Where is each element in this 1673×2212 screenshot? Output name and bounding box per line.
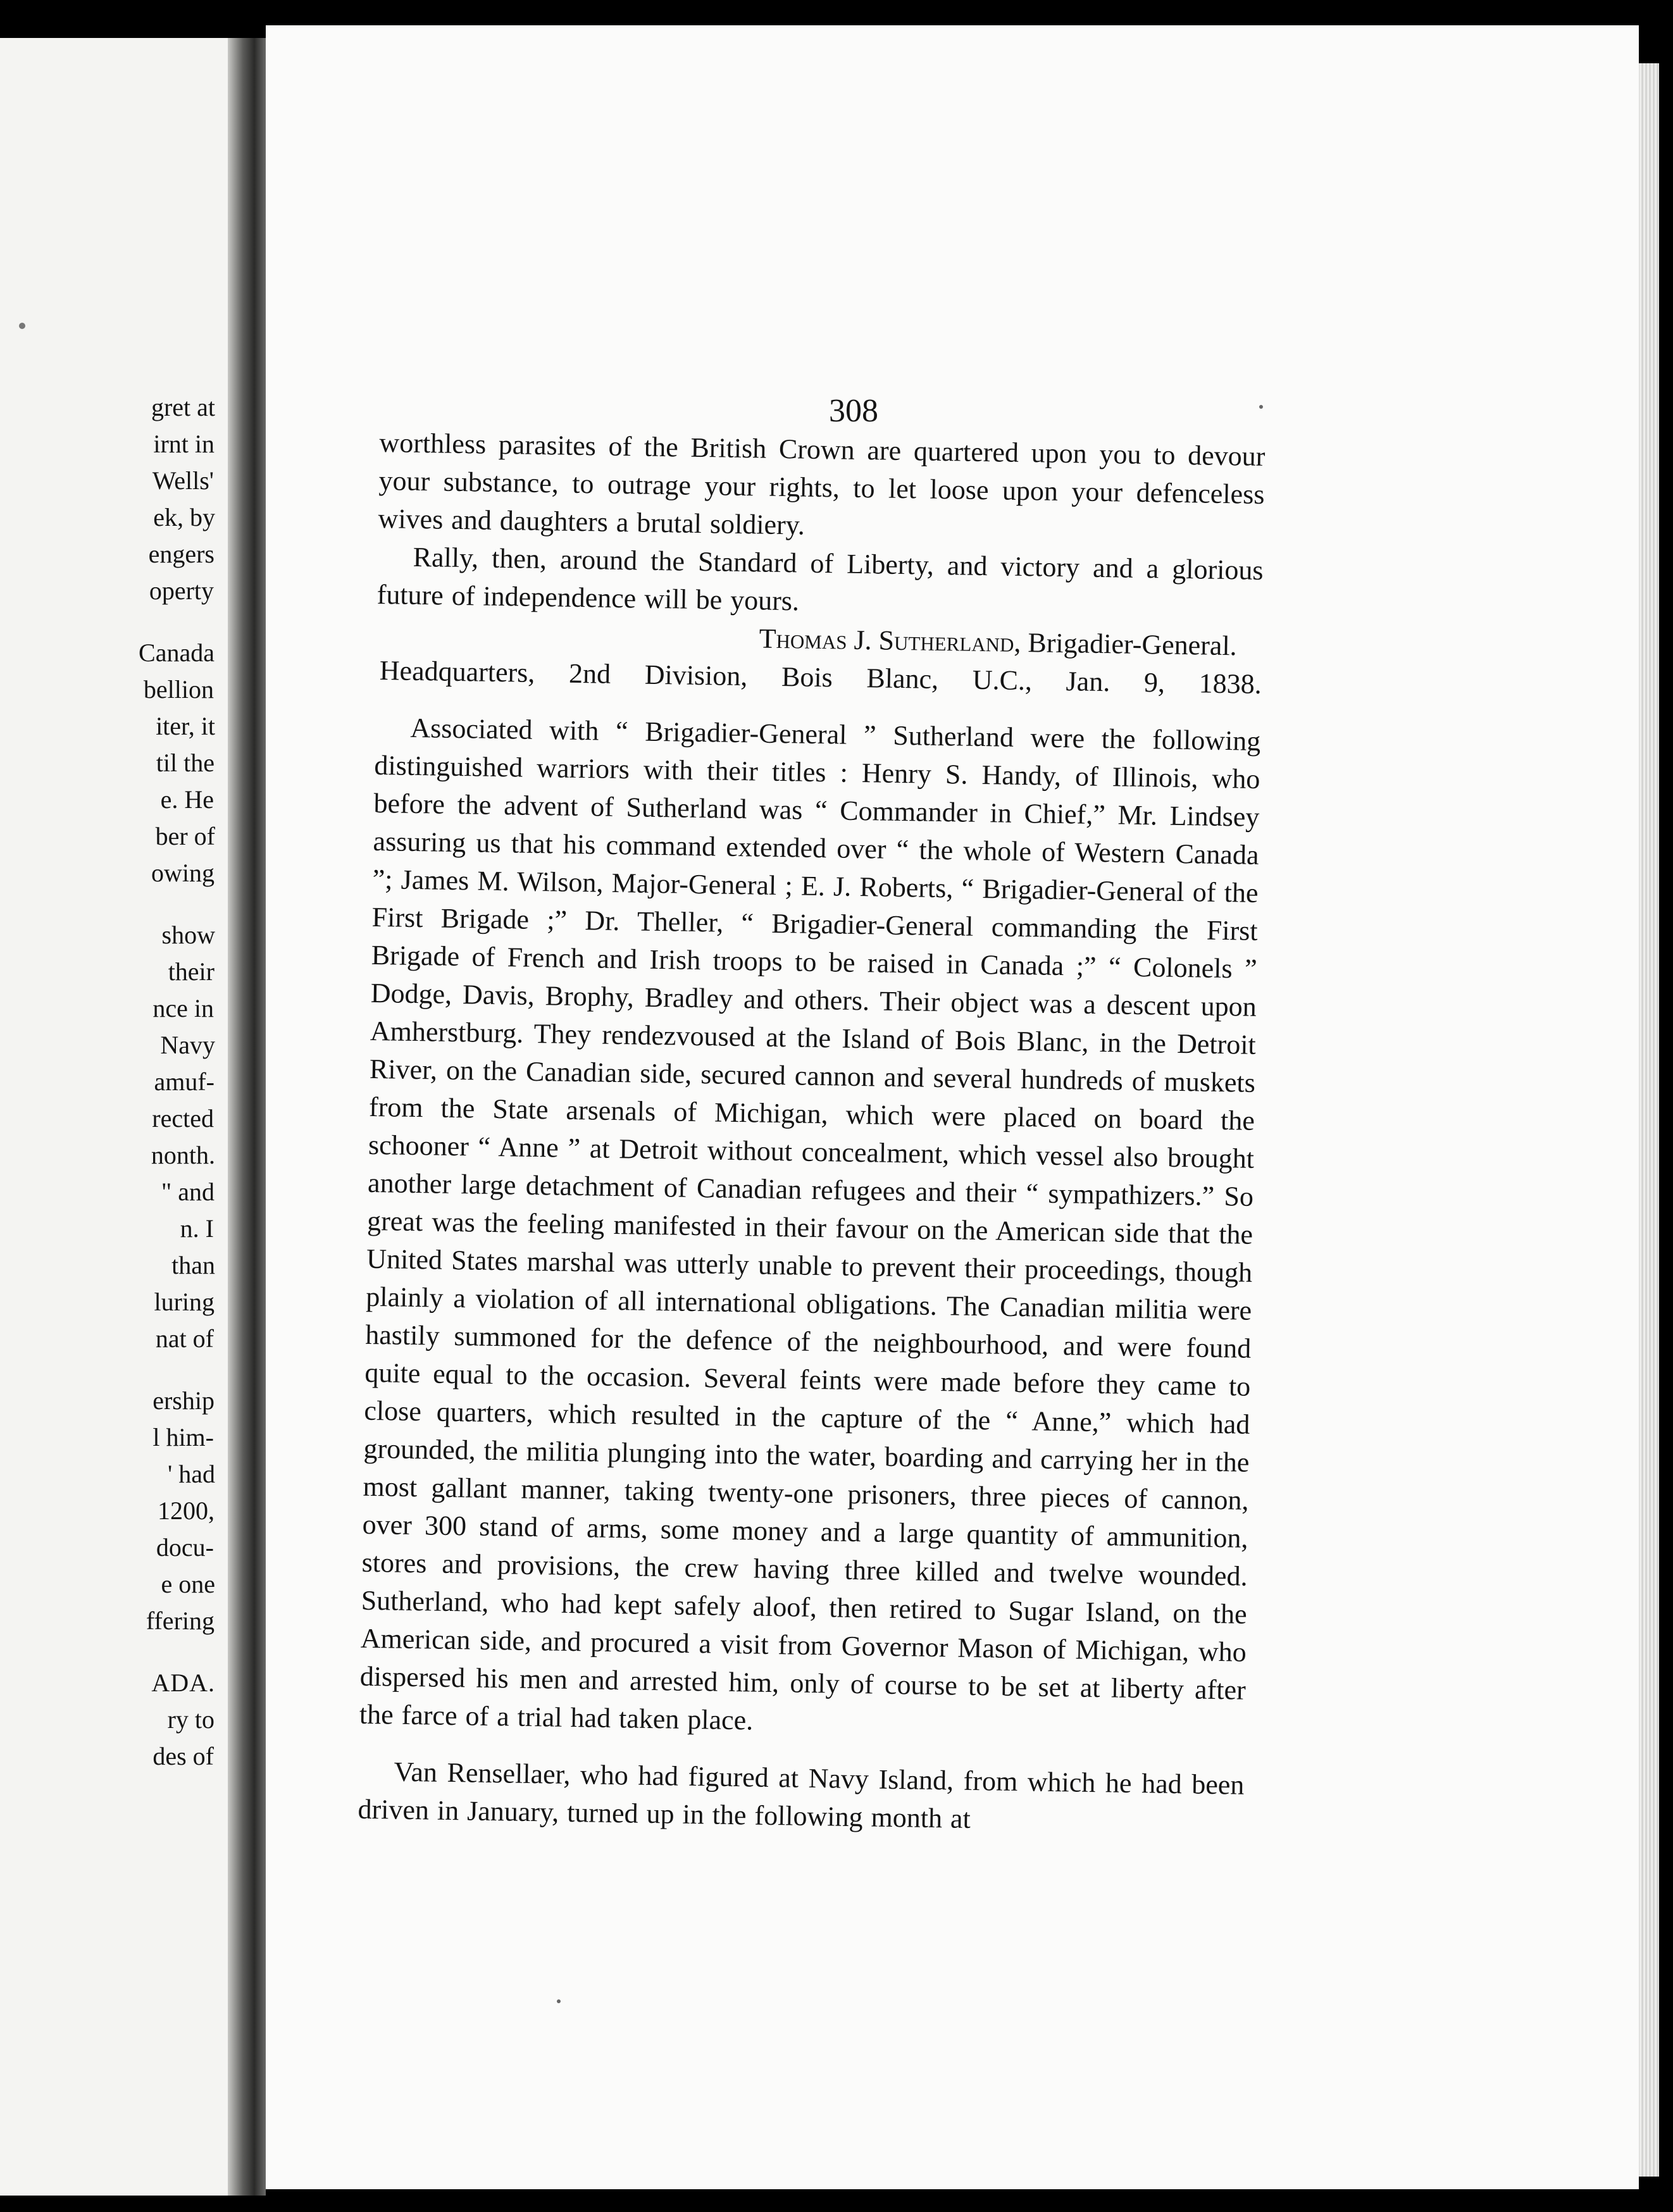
left-page-line: des of	[152, 1742, 214, 1770]
left-page-line: Navy	[160, 1031, 215, 1059]
left-page-line: " and	[161, 1177, 215, 1206]
scan-speck	[557, 1999, 561, 2003]
left-page-line: irnt in	[153, 430, 215, 458]
left-page-line: owing	[151, 859, 215, 887]
left-page-line: rected	[152, 1104, 214, 1133]
rally-paragraph: Rally, then, around the Standard of Liberty, and victory and a glorious future of independence will be yours.	[376, 541, 1264, 617]
left-page-line: Wells'	[152, 466, 214, 495]
left-page-line: nonth.	[151, 1141, 215, 1169]
left-page-line: ek, by	[153, 503, 215, 531]
left-page-line: n. I	[180, 1214, 214, 1243]
left-page-line: show	[161, 921, 215, 949]
signature-name: Thomas J. Sutherland	[759, 623, 1014, 658]
continuation-paragraph: worthless parasites of the British Crown are quartered upon you to devour your substance, to outrage your rights, to let loose upon your defenceless wives and daughters a brutal soldiery.	[378, 426, 1266, 541]
left-page-line: ber of	[155, 822, 215, 850]
left-page-line: ffering	[146, 1606, 215, 1635]
left-page-speck	[19, 323, 25, 329]
left-page-line: nce in	[152, 994, 214, 1022]
left-page-line: bellion	[143, 675, 214, 704]
left-page-line: til the	[156, 749, 215, 777]
left-page-line: ' had	[168, 1460, 215, 1488]
left-page-line: iter, it	[156, 712, 215, 740]
left-page-line: operty	[149, 576, 214, 605]
left-page-line: ership	[152, 1386, 215, 1415]
left-page-line: docu-	[156, 1533, 214, 1562]
left-page-line: nat of	[155, 1324, 214, 1353]
left-page-line: luring	[154, 1288, 215, 1316]
signature-title: , Brigadier-General.	[1014, 626, 1238, 662]
left-page-line: amuf-	[154, 1067, 215, 1096]
left-page-line: ry to	[167, 1705, 215, 1734]
page-text-block	[358, 424, 1266, 1842]
left-page-line: than	[171, 1251, 215, 1279]
left-page-line: ADA.	[151, 1668, 215, 1697]
page-number: 308	[829, 393, 878, 429]
left-page-line: their	[168, 957, 215, 986]
left-page-line: gret at	[151, 393, 215, 421]
left-page-line: e. He	[160, 785, 214, 814]
van-rensellaer-paragraph: Van Rensellaer, who had figured at Navy Island, from which he had been driven in January, turned up in the following month at	[358, 1756, 1245, 1834]
left-page-line: l him-	[152, 1423, 214, 1451]
left-facing-page	[0, 38, 228, 2196]
left-page-line: Canada	[139, 638, 215, 667]
page-edges	[1639, 63, 1659, 2177]
left-page-line: e one	[161, 1570, 215, 1598]
signature-place: Headquarters, 2nd Division, Bois Blanc, U.C., Jan. 9, 1838.	[379, 655, 1262, 700]
left-page-line: engers	[148, 540, 215, 568]
left-page-line: 1200,	[158, 1496, 215, 1525]
scan-speck	[1259, 405, 1263, 409]
associated-paragraph: Associated with “ Brigadier-General ” Sutherland were the following distinguished warriors with their titles : Henry S. Handy, of Illinois, who before the advent of Sutherland was “ Commander in Chief,” Mr. Lindsey assuring us that his command extended over “ the whole of Western Canada ”; James M. Wilson, Major-General ; E. J. Roberts, “ Brigadier-General of the First Brigade ;” Dr. Theller, “ Brigadier-General commanding the First Brigade of French and Irish troops to be raised in Canada ;” “ Colonels ” Dodge, Davis, Brophy, Bradley and others. Their object was a descent upon Amherstburg. They rendezvoused at the Island of Bois Blanc, in the Detroit River, on the Canadian side, secured cannon and several hundreds of muskets from the State arsenals of Michigan, which were placed on board the schooner “ Anne ” at Detroit without concealment, which vessel also brought another large detachment of Canadian refugees and their “ sympathizers.” So great was the feeling manifested in their favour on the American side that the United States marshal was utterly unable to prevent their proceedings, though plainly a violation of all international obligations. The Canadian militia were hastily summoned for the defence of the neighbourhood, and were found quite equal to the occasion. Several feints were made before they came to close quarters, which resulted in the capture of the “ Anne,” which had grounded, the militia plunging into the water, boarding and carrying her in the most gallant manner, taking twenty-one prisoners, three pieces of cannon, over 300 stand of arms, some money and a large quantity of ammunition, stores and provisions, the crew having three killed and twelve wounded. Sutherland, who had kept safely aloof, then retired to Sugar Island, on the American side, and procured a visit from Governor Mason of Michigan, who dispersed his men and arrested him, only of course to be set at liberty after the farce of a trial had taken place.	[359, 712, 1261, 1736]
book-gutter	[228, 38, 266, 2196]
